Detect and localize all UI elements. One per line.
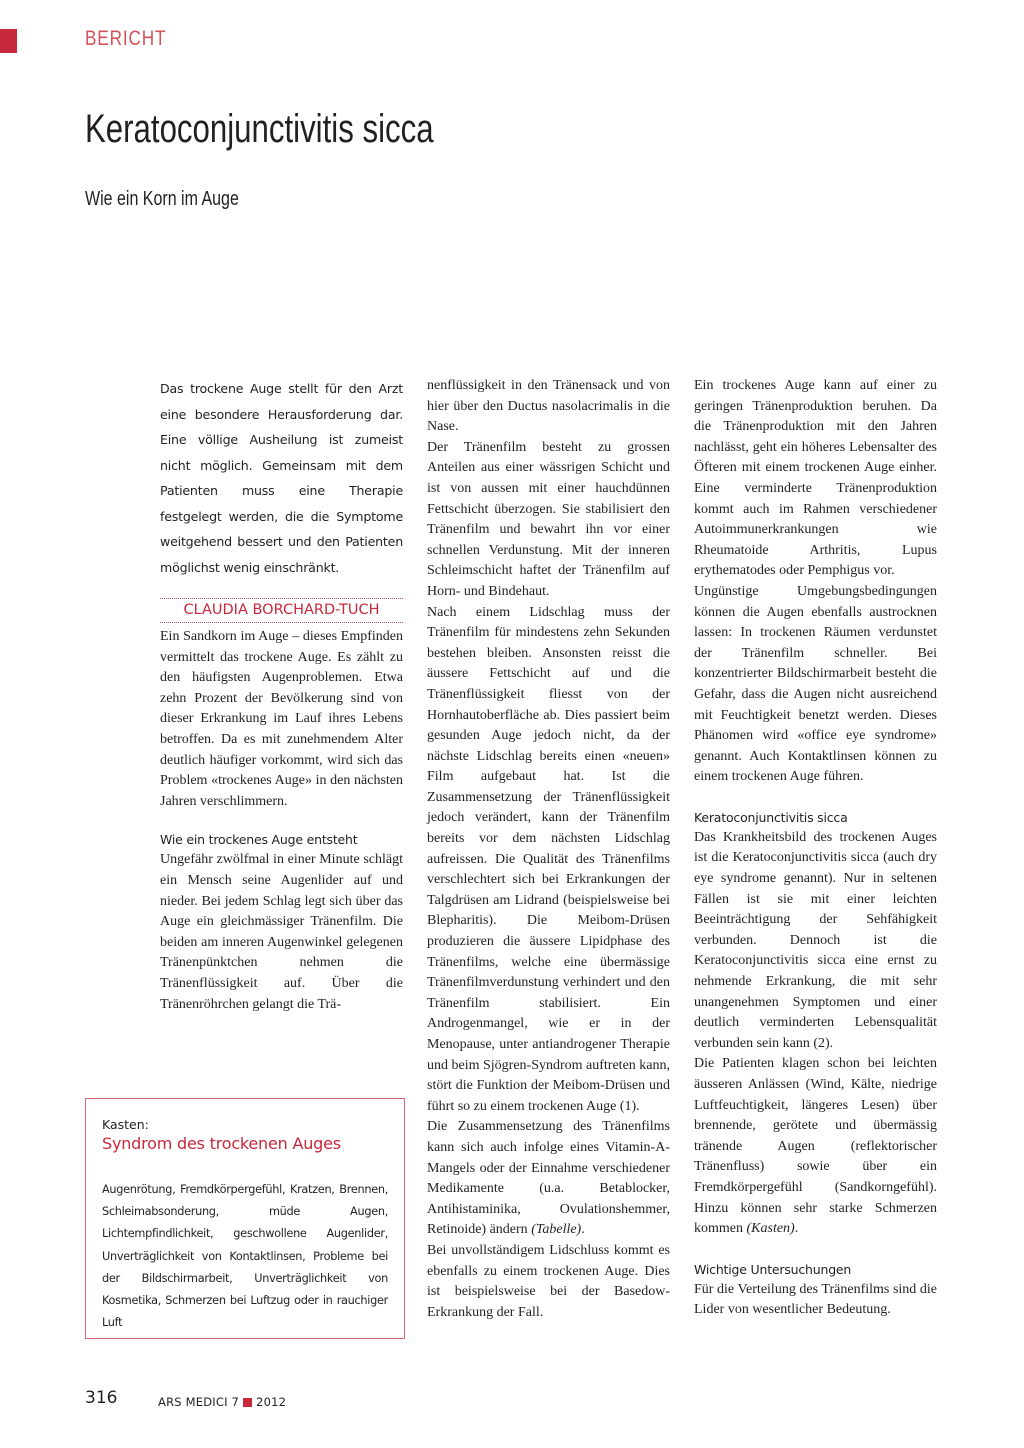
column-1 <box>160 376 403 1015</box>
info-box-title: Syndrom des trockenen Auges <box>102 1134 341 1153</box>
text: Die Patienten klagen schon bei leichten äusseren Anlässen (Wind, Kälte, niedrige Luftfeuchtigkeit, längeres Lesen) über brennende, gerötete und übermässig tränende Augen (reflektorischer Tränenfluss) sowie über ein Fremdkörpergefühl (Sandkorngefühl). Hinzu können sehr starke Schmerzen kommen <box>694 1056 937 1237</box>
box-reference: (Kasten) <box>746 1221 795 1237</box>
column-3 <box>694 376 937 1321</box>
info-box-body: Augenrötung, Fremdkörpergefühl, Kratzen, Brennen, Schleimabsonderung, müde Augen, Lichtempfindlichkeit, geschwollene Augenlider, Unverträglichkeit von Kontaktlinsen, Probleme bei der Bildschirmarbeit, Unverträglichkeit von Kosmetika, Schmerzen bei Luftzug oder in rauchiger Luft <box>102 1183 388 1330</box>
section-marker <box>0 29 17 53</box>
paragraph: Ein trockenes Auge kann auf einer zu geringen Tränenproduktion beruhen. Da die Tränenproduktion mit den Jahren nachlässt, geht ein höheres Lebensalter des Öfteren mit einem trockenen Auge einher. Eine verminderte Tränenproduktion kommt auch im Rahmen verschiedener Autoimmunerkrankungen wie Rheumatoide Arthritis, Lupus erythematodes oder Pemphigus vor. <box>694 378 937 579</box>
paragraph <box>694 1054 937 1239</box>
text: . <box>581 1222 585 1238</box>
lead-paragraph: Das trockene Auge stellt für den Arzt eine besondere Herausforderung dar. Eine völlige Ausheilung ist zumeist nicht möglich. Gemeinsam mit dem Patienten muss eine Therapie festgelegt werden, die die Symptome weitgehend bessert und den Patienten möglichst wenig einschränkt. <box>160 381 403 575</box>
table-reference: (Tabelle) <box>531 1222 582 1238</box>
info-box <box>85 1098 405 1339</box>
article-subtitle: Wie ein Korn im Auge <box>85 188 239 210</box>
journal-footer <box>158 1395 286 1409</box>
paragraph: Nach einem Lidschlag muss der Tränenfilm für mindestens zehn Sekunden bestehen bleiben. Ansonsten reisst die äussere Fettschicht auf und die Tränenflüssigkeit fliesst von der Hornhautoberfläche ab. Dies passiert beim gesunden Auge jedoch nicht, da der nächste Lidschlag bereits einen «neuen» Film aufgebaut hat. Ist die Zusammensetzung der Tränenflüssigkeit jedoch verändert, kann der Tränenfilm bereits vor dem nächsten Lidschlag aufreissen. Die Qualität des Tränenfilms verschlechtert sich bei Erkrankungen der Talgdrüsen am Lidrand (beispielsweise bei Blepharitis). Die Meibom-Drüsen produzieren die äussere Lipidphase des Tränenfilms, welche eine übermässige Tränenfilmverdunstung verhindert und den Tränenfilm stabilisiert. Ein Androgenmangel, wie er in der Menopause, unter antiandrogener Therapie und beim Sjögren-Syndrom auftreten kann, stört die Funktion der Meibom-Drüsen und führt so zu einem trockenen Auge (1). <box>427 604 671 1114</box>
subhead-entstehung: Wie ein trockenes Auge entsteht <box>160 832 358 848</box>
text: Die Zusammensetzung des Tränenfilms kann sich auch infolge eines Vitamin-A-Mangels oder der Einnahme verschiedener Medikamente (u.a. Betablocker, Antihistaminika, Ovulationshemmer, Retinoide) ändern <box>427 1119 670 1238</box>
journal-name: ARS MEDICI 7 <box>158 1395 240 1409</box>
section-label: BERICHT <box>85 27 167 50</box>
subhead-keratoconjunctivitis: Keratoconjunctivitis sicca <box>694 809 848 825</box>
paragraph: Ungünstige Umgebungsbedingungen können die Augen ebenfalls austrocknen lassen: In trockenen Räumen verdunstet der Tränenfilm schneller. Bei konzentrierter Bildschirmarbeit besteht die Gefahr, dass die Augen nicht ausreichend mit Feuchtigkeit benetzt werden. Dieses Phänomen wird «office eye syndrome» genannt. Auch Kontaktlinsen können zu einem trockenen Auge führen. <box>694 583 937 785</box>
article-title: Keratoconjunctivitis sicca <box>85 107 434 151</box>
separator-square-icon <box>243 1398 252 1407</box>
paragraph: Für die Verteilung des Tränenfilms sind die Lider von wesentlicher Bedeutung. <box>694 1281 937 1318</box>
paragraph: Der Tränenfilm besteht zu grossen Anteilen aus einer wässrigen Schicht und ist von aussen mit einer hauchdünnen Fettschicht überzogen. Sie stabilisiert den Tränenfilm und bewahrt ihn vor einer schnellen Verdunstung. Mit der inneren Schleimschicht haftet der Tränenfilm auf Horn- und Bindehaut. <box>427 439 670 599</box>
paragraph <box>427 1117 670 1241</box>
subhead-untersuchungen: Wichtige Untersuchungen <box>694 1261 852 1277</box>
author-byline: CLAUDIA BORCHARD-TUCH <box>160 598 403 623</box>
text: . <box>794 1221 799 1237</box>
paragraph: Ungefähr zwölfmal in einer Minute schlägt ein Mensch seine Augenlider auf und nieder. Bei jedem Schlag legt sich über das Auge ein gleichmässiger Tränenfilm. Die beiden am inneren Augenwinkel gelegenen Tränenpünktchen nehmen die Tränenflüssigkeit auf. Über die Tränenröhrchen gelangt die Trä- <box>160 852 403 1012</box>
intro-paragraph: Ein Sandkorn im Auge – dieses Empfinden vermittelt das trockene Auge. Es zählt zu den häufigsten Augenproblemen. Etwa zehn Prozent der Bevölkerung sind von dieser Erkrankung im Lauf ihres Lebens betroffen. Da es mit zunehmendem Alter deutlich häufiger vorkommt, wird sich das Problem «trockenes Auge» in den nächsten Jahren verschlimmern. <box>160 629 403 809</box>
page-number: 316 <box>85 1388 118 1408</box>
column-2 <box>427 376 670 1323</box>
journal-year: 2012 <box>256 1395 287 1409</box>
info-box-label: Kasten: <box>102 1117 149 1132</box>
paragraph: Das Krankheitsbild des trockenen Auges ist die Keratoconjunctivitis sicca (auch dry eye syndrome genannt). Nur in seltenen Fällen ist sie mit einer leichten Beeinträchtigung der Sehfähigkeit verbunden. Dennoch ist die Keratoconjunctivitis sicca eine ernst zu nehmende Erkrankung, die mit sehr unangenehmen Symptomen und einer deutlich verminderten Lebensqualität verbunden sein kann (2). <box>694 829 937 1051</box>
paragraph: Bei unvollständigem Lidschluss kommt es ebenfalls zu einem trockenen Auge. Dies ist beispielsweise bei der Basedow-Erkrankung der Fall. <box>427 1242 670 1320</box>
paragraph: nenflüssigkeit in den Tränensack und von hier über den Ductus nasolacrimalis in die Nase. <box>427 378 670 435</box>
